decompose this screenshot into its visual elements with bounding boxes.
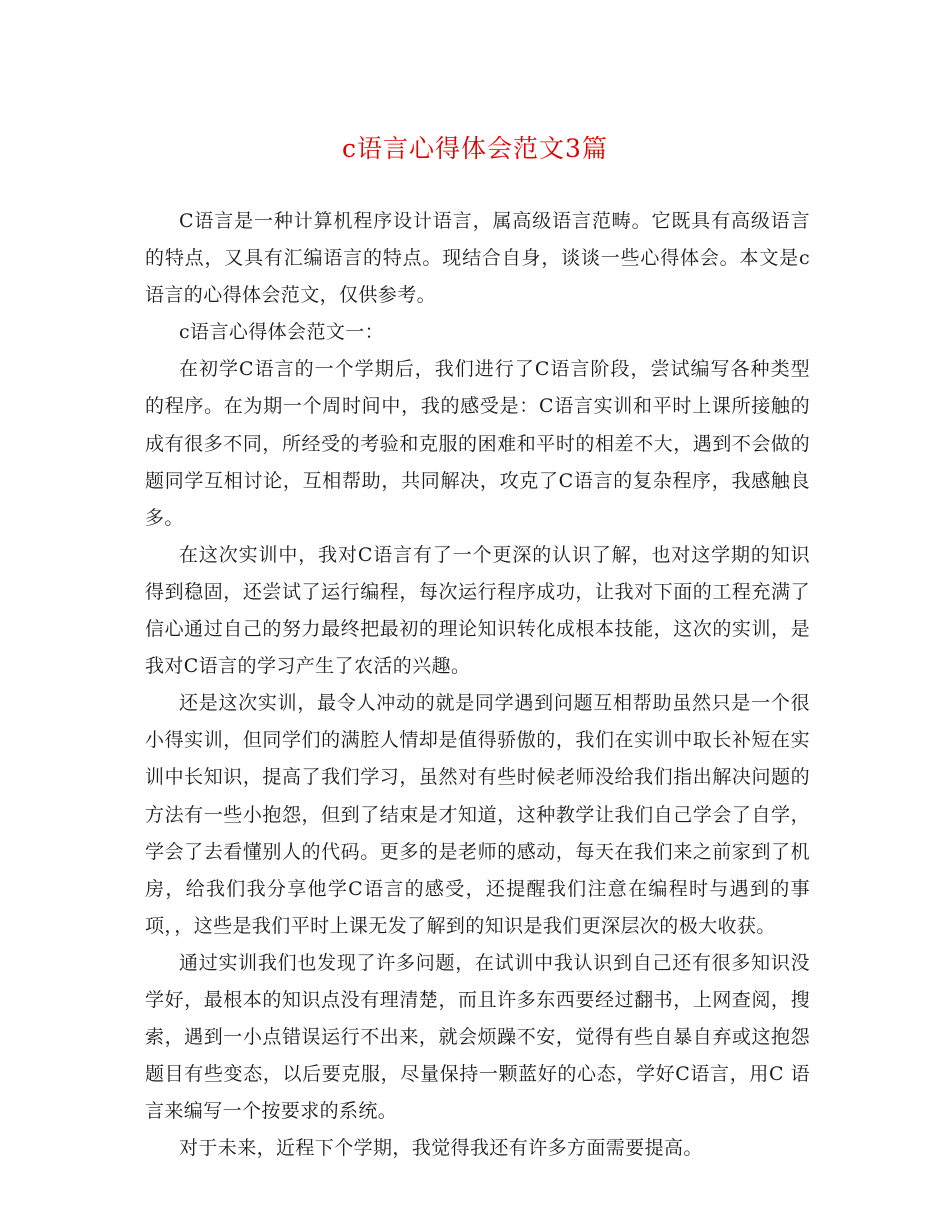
paragraph: 还是这次实训，最令人冲动的就是同学遇到问题互相帮助虽然只是一个很小得实训，但同学们的满腔人情却是值得骄傲的，我们在实训中取长补短在实训中长知识，提高了我们学习，虽然对有些时候老师没给我们指出解决问题的方法有一些小抱怨，但到了结束是才知道，这种教学让我们自己学会了自学，学会了去看懂别人的代码。更多的是老师的感动，每天在我们来之前家到了机房，给我们我分享他学C语言的感受，还提醒我们注意在编程时与遇到的事项，，这些是我们平时上课无发了解到的知识是我们更深层次的极大收获。 [145,692,810,937]
paragraph-section-heading: c语言心得体会范文一： [179,321,385,344]
paragraph: 在初学C语言的一个学期后，我们进行了C语言阶段，尝试编写各种类型的程序。在为期一个周时间中，我的感受是：C语言实训和平时上课所接触的成有很多不同，所经受的考验和克服的困难和平时的相差不大，遇到不会做的题同学互相讨论，互相帮助，共同解决，攻克了C语言的复杂程序，我感触良多。 [145,358,810,529]
paragraph-intro: C语言是一种计算机程序设计语言，属高级语言范畴。它既具有高级语言的特点，又具有汇编语言的特点。现结合自身，谈谈一些心得体会。本文是c语言的心得体会范文，仅供参考。 [145,210,810,307]
document-title: c语言心得体会范文3篇 [342,134,608,163]
paragraph: 通过实训我们也发现了许多问题，在试训中我认识到自己还有很多知识没学好，最根本的知识点没有理清楚，而且许多东西要经过翻书，上网查阅，搜索，遇到一小点错误运行不出来，就会烦躁不安，觉得有些自暴自弃或这抱怨题目有些变态，以后要克服，尽量保持一颗蓝好的心态，学好C语言，用C 语言来编写一个按要求的系统。 [145,951,810,1123]
paragraph: 对于未来，近程下个学期，我觉得我还有许多方面需要提高。 [179,1137,703,1160]
paragraph: 在这次实训中，我对C语言有了一个更深的认识了解，也对这学期的知识得到稳固，还尝试了运行编程，每次运行程序成功，让我对下面的工程充满了信心通过自己的努力最终把最初的理论知识转化成根本技能，这次的实训，是我对C语言的学习产生了农活的兴趣。 [145,543,810,678]
document-body [145,203,810,1167]
